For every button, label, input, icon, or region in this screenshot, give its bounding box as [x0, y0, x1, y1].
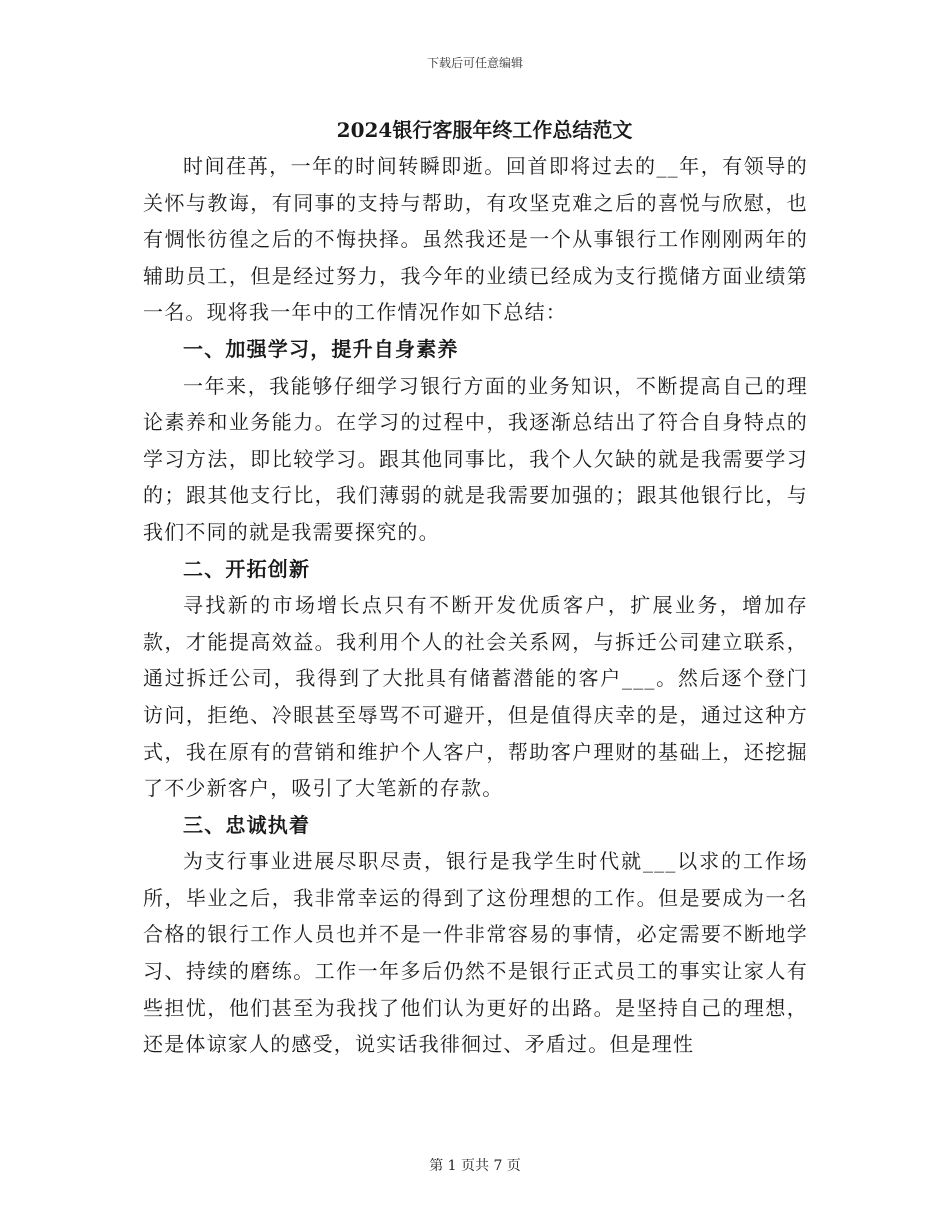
page-number: 第 1 页共 7 页 — [429, 1158, 521, 1174]
section-paragraph-2: 寻找新的市场增长点只有不断开发优质客户，扩展业务，增加存款，才能提高效益。我利用个人的社会关系网，与拆迁公司建立联系，通过拆迁公司，我得到了大批具有储蓄潜能的客户___。然后逐个登门访问，拒绝、冷眼甚至辱骂不可避开，但是值得庆幸的是，通过这种方式，我在原有的营销和维护个人客户，帮助客户理财的基础上，还挖掘了不少新客户，吸引了大笔新的存款。 — [143, 593, 808, 801]
section-paragraph-3: 为支行事业进展尽职尽责，银行是我学生时代就___以求的工作场所，毕业之后，我非常幸运的得到了这份理想的工作。但是要成为一名合格的银行工作人员也并不是一件非常容易的事情，必定需要不断地学习、持续的磨练。工作一年多后仍然不是银行正式员工的事实让家人有些担忧，他们甚至为我找了他们认为更好的出路。是坚持自己的理想，还是体谅家人的感受，说实话我徘徊过、矛盾过。但是理性 — [143, 849, 808, 1057]
section-heading-3: 三、忠诚执着 — [183, 812, 311, 837]
section-heading-1: 一、加强学习，提升自身素养 — [183, 336, 459, 361]
intro-paragraph: 时间荏苒，一年的时间转瞬即逝。回首即将过去的__年，有领导的关怀与教诲，有同事的支持与帮助，有攻坚克难之后的喜悦与欣慰，也有惆怅彷徨之后的不悔抉择。虽然我还是一个从事银行工作刚刚两年的辅助员工，但是经过努力，我今年的业绩已经成为支行揽储方面业绩第一名。现将我一年中的工作情况作如下总结： — [143, 154, 808, 325]
document-title: 2024银行客服年终工作总结范文 — [336, 118, 633, 142]
section-heading-2: 二、开拓创新 — [183, 556, 311, 581]
header-note: 下载后可任意编辑 — [426, 56, 523, 70]
section-paragraph-1: 一年来，我能够仔细学习银行方面的业务知识，不断提高自己的理论素养和业务能力。在学习的过程中，我逐渐总结出了符合自身特点的学习方法，即比较学习。跟其他同事比，我个人欠缺的就是我需要学习的；跟其他支行比，我们薄弱的就是我需要加强的；跟其他银行比，与我们不同的就是我需要探究的。 — [143, 373, 808, 544]
document-body — [143, 112, 808, 1063]
